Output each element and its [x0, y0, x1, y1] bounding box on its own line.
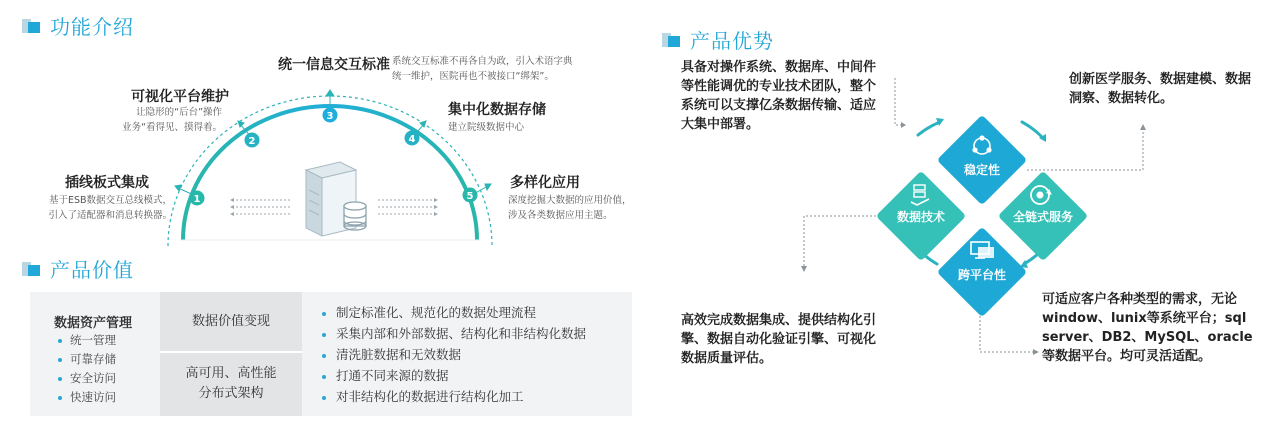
section-title-value: 产品价值 — [50, 257, 134, 282]
section-title-features: 功能介绍 — [50, 14, 134, 39]
architecture-label: 高可用、高性能 分布式架构 — [185, 366, 277, 401]
cycle-arrow-top-left — [918, 122, 940, 135]
diamond-label-data-tech: 数据技术 — [896, 210, 945, 224]
list-item: 清洗脏数据和无效数据 — [322, 344, 586, 365]
connector-top-right — [1027, 128, 1143, 170]
asset-management-title: 数据资产管理 — [54, 316, 133, 331]
advantage-text-bottom-right: 可适应客户各种类型的需求，无论 window、lunix等系统平台；sql server、DB2、MySQL、oracle 等数据平台。均可灵活适配。 — [1042, 292, 1253, 364]
section-header-value — [22, 254, 134, 282]
connector-top-left — [895, 78, 903, 125]
section-marker-icon — [22, 260, 40, 276]
node-desc-1: 基于ESB数据交互总线模式， 引入了适配器和消息转换器。 — [48, 195, 172, 221]
list-item: 对非结构化的数据进行结构化加工 — [322, 386, 586, 407]
list-item: 安全访问 — [58, 369, 116, 388]
list-item: 可靠存储 — [58, 350, 116, 369]
node-number-4: 4 — [408, 134, 416, 145]
value-table-divider — [160, 351, 302, 353]
list-item: 统一管理 — [58, 331, 116, 350]
cross-platform-icon — [966, 238, 1000, 264]
node-number-5: 5 — [466, 191, 474, 202]
node-number-3: 3 — [326, 111, 334, 122]
integration-arc-diagram — [0, 0, 640, 270]
list-item: 打通不同来源的数据 — [322, 365, 586, 386]
node-desc-4: 建立院级数据中心 — [448, 122, 525, 133]
list-item: 制定标准化、规范化的数据处理流程 — [322, 302, 586, 323]
advantage-text-bottom-left: 高效完成数据集成、提供结构化引 擎、数据自动化验证引擎、可视化 数据质量评估。 — [681, 313, 877, 366]
diamond-label-cross-platform: 跨平台性 — [957, 268, 1006, 282]
list-item: 采集内部和外部数据、结构化和非结构化数据 — [322, 323, 586, 344]
value-bullet-list — [322, 302, 586, 407]
advantage-text-top-right: 创新医学服务、数据建模、数据 洞察、数据转化。 — [1069, 72, 1252, 106]
connector-bottom-left — [804, 216, 884, 268]
node-number-2: 2 — [248, 136, 256, 147]
data-value-label: 数据价值变现 — [191, 314, 270, 329]
node-title-4: 集中化数据存储 — [448, 102, 546, 118]
stability-icon — [964, 130, 1000, 162]
asset-management-list — [58, 331, 116, 407]
list-item: 快速访问 — [58, 388, 116, 407]
cycle-arrow-top-right — [1022, 122, 1043, 138]
node-desc-5: 深度挖掘大数据的应用价值， 涉及各类数据应用主题。 — [508, 195, 632, 221]
advantage-text-top-left: 具备对操作系统、数据库、中间件 等性能调优的专业技术团队，整个 系统可以支撑亿条数据传输、适应 大集中部署。 — [681, 60, 877, 132]
node-number-1: 1 — [193, 194, 201, 205]
data-tech-icon — [904, 182, 936, 210]
node-title-1: 插线板式集成 — [65, 175, 149, 191]
diamond-label-stability: 稳定性 — [963, 163, 1000, 177]
database-icon — [344, 202, 366, 230]
node-title-2: 可视化平台维护 — [131, 89, 229, 105]
node-title-3: 统一信息交互标准 — [278, 57, 390, 73]
diamond-label-full-chain: 全链式服务 — [1012, 210, 1073, 224]
node-title-5: 多样化应用 — [510, 175, 580, 191]
section-title-advantages: 产品优势 — [690, 28, 774, 53]
node-desc-2: 让隐形的“后台”操作 业务“看得见、摸得着。 — [122, 107, 222, 133]
full-chain-icon — [1022, 180, 1058, 210]
node-desc-3: 系统交互标准不再各自为政，引入术语字典 统一维护，医院再也不被接口“绑架”。 — [392, 56, 573, 82]
